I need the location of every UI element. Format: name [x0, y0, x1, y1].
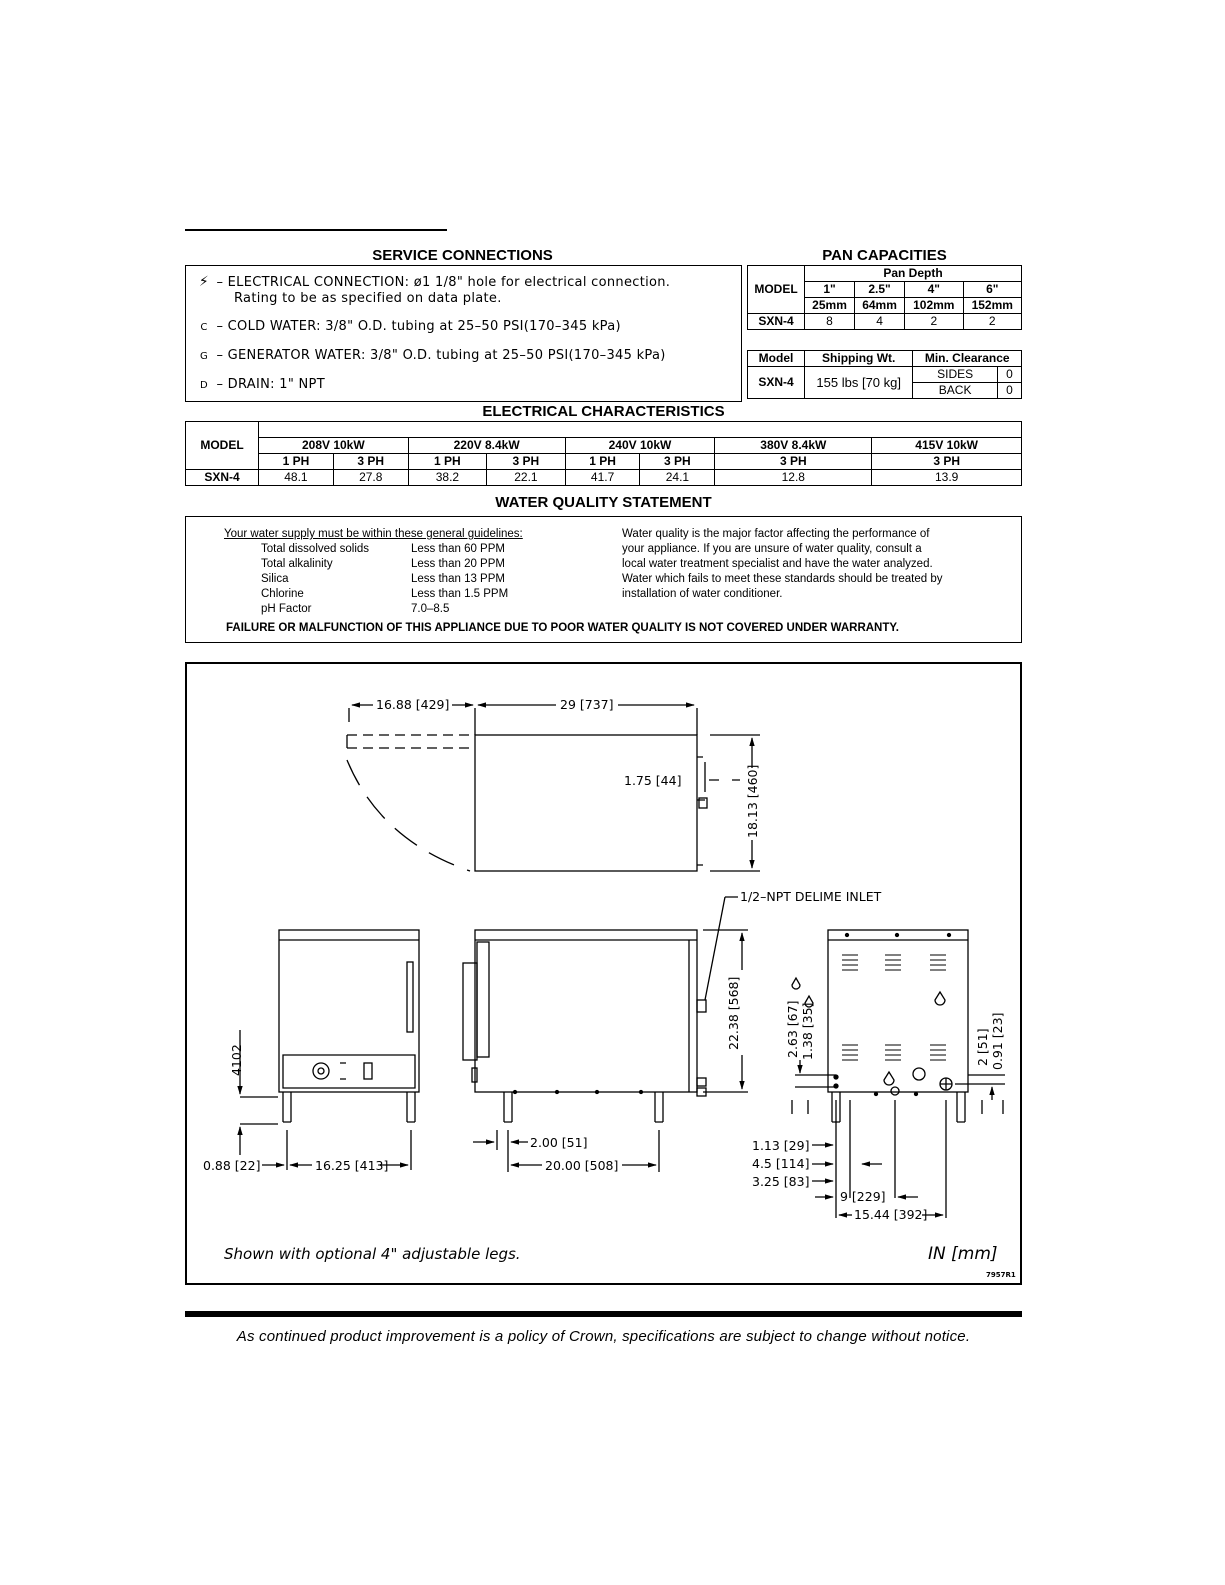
ship-clearance-header: Min. Clearance: [913, 351, 1022, 367]
elec-phase: 3 PH: [640, 454, 715, 470]
elec-voltage: 240V 10kW: [565, 438, 715, 454]
ship-sides-label: SIDES: [913, 367, 997, 383]
wq-statement-line: Water which fails to meet these standards should be treated by: [622, 573, 943, 585]
dim-leg-clear: 0.88 [22]: [203, 1158, 261, 1173]
pan-depth-in: 6": [963, 282, 1021, 298]
pan-value: 2: [905, 314, 963, 330]
elec-voltage: 208V 10kW: [259, 438, 409, 454]
pan-value: 8: [805, 314, 855, 330]
dim-side-offset: 2.00 [51]: [530, 1135, 588, 1150]
pan-capacities-title: PAN CAPACITIES: [822, 247, 947, 264]
elec-phase: 3 PH: [487, 454, 566, 470]
elec-value: 48.1: [259, 470, 334, 486]
elec-model-cell: SXN-4: [186, 470, 259, 486]
pan-depth-header: Pan Depth: [805, 266, 1022, 282]
elec-phase: 1 PH: [565, 454, 640, 470]
elec-phase: 3 PH: [333, 454, 408, 470]
dim-height-side: 22.38 [568]: [726, 976, 741, 1050]
ship-sides-value: 0: [997, 367, 1021, 383]
elec-phase: 1 PH: [259, 454, 334, 470]
pan-depth-mm: 102mm: [905, 298, 963, 314]
dim-r3: 3.25 [83]: [752, 1174, 810, 1189]
dim-r5: 15.44 [392]: [854, 1207, 928, 1222]
wq-statement-line: local water treatment specialist and have the water analyzed.: [622, 558, 933, 570]
footer-note: As continued product improvement is a policy of Crown, specifications are subject to change without notice.: [236, 1328, 971, 1345]
dim-height-body: 18.13 [460]: [745, 764, 760, 838]
service-connections-title: SERVICE CONNECTIONS: [372, 247, 553, 264]
elec-value: 27.8: [333, 470, 408, 486]
electrical-icon: ⚡: [198, 274, 210, 290]
elec-value: 38.2: [408, 470, 486, 486]
ship-model-header: Model: [748, 351, 805, 367]
side-view: [463, 897, 748, 1172]
dim-depth: 29 [737]: [560, 697, 614, 712]
ship-weight-header: Shipping Wt.: [805, 351, 913, 367]
wq-label: Total alkalinity: [261, 558, 333, 570]
wq-label: Silica: [261, 573, 289, 585]
dim-leg-height: 4102: [229, 1044, 244, 1076]
drawing-units: IN [mm]: [928, 1244, 998, 1264]
elec-value: 24.1: [640, 470, 715, 486]
service-item-text: – ELECTRICAL CONNECTION: ø1 1/8" hole for electrical connection.: [216, 275, 671, 290]
pan-depth-mm: 64mm: [855, 298, 905, 314]
elec-voltage: 415V 10kW: [872, 438, 1022, 454]
dim-r1: 1.13 [29]: [752, 1138, 810, 1153]
dimension-labels: [203, 697, 1005, 1222]
pan-depth-mm: 25mm: [805, 298, 855, 314]
ship-weight-value: 155 lbs [70 kg]: [805, 367, 913, 399]
service-item-text: – COLD WATER: 3/8" O.D. tubing at 25–50 PSI(170–345 kPa): [216, 319, 621, 334]
drawing-number: 7957R1: [986, 1271, 1016, 1279]
elec-phase: 1 PH: [408, 454, 486, 470]
ship-model-cell: SXN-4: [748, 367, 805, 399]
service-item-text: – DRAIN: 1" NPT: [216, 377, 325, 392]
dim-r4: 9 [229]: [840, 1189, 886, 1204]
drain-icon: D: [199, 380, 208, 391]
wq-statement-line: your appliance. If you are unsure of water quality, consult a: [622, 543, 922, 555]
elec-model-header: MODEL: [186, 422, 259, 470]
wq-value: 7.0–8.5: [411, 603, 450, 615]
drawing-note: Shown with optional 4" adjustable legs.: [224, 1245, 521, 1263]
wq-guideline-heading: Your water supply must be within these general guidelines:: [224, 528, 523, 540]
electrical-title: ELECTRICAL CHARACTERISTICS: [482, 403, 725, 420]
dim-v1: 2.63 [67]: [785, 1000, 800, 1058]
pan-depth-in: 4": [905, 282, 963, 298]
pan-depth-in: 2.5": [855, 282, 905, 298]
elec-phase: 3 PH: [872, 454, 1022, 470]
wq-value: Less than 1.5 PPM: [411, 588, 509, 600]
ship-back-value: 0: [997, 383, 1021, 399]
elec-phase: 3 PH: [715, 454, 872, 470]
elec-value: 13.9: [872, 470, 1022, 486]
pan-value: 2: [963, 314, 1021, 330]
dim-v2: 1.38 [35]: [800, 1002, 815, 1060]
wq-value: Less than 13 PPM: [411, 573, 505, 585]
service-item-electrical-note: Rating to be as specified on data plate.: [234, 291, 502, 306]
dim-v3: 2 [51]: [975, 1028, 990, 1066]
pan-depth-in: 1": [805, 282, 855, 298]
drawing-notes: [224, 1244, 1016, 1279]
dim-delime: 1/2–NPT DELIME INLET: [740, 889, 882, 904]
top-view: [347, 705, 760, 871]
ship-back-label: BACK: [913, 383, 997, 399]
pan-value: 4: [855, 314, 905, 330]
wq-label: pH Factor: [261, 603, 312, 615]
dim-v4: 0.91 [23]: [990, 1012, 1005, 1070]
wq-value: Less than 60 PPM: [411, 543, 505, 555]
wq-statement-line: Water quality is the major factor affecting the performance of: [622, 528, 930, 540]
dim-r2: 4.5 [114]: [752, 1156, 810, 1171]
elec-voltage: 380V 8.4kW: [715, 438, 872, 454]
dim-front-width: 16.25 [413]: [315, 1158, 389, 1173]
water-quality-title: WATER QUALITY STATEMENT: [495, 494, 712, 511]
pan-model-cell: SXN-4: [748, 314, 805, 330]
elec-value: 22.1: [487, 470, 566, 486]
pan-depth-mm: 152mm: [963, 298, 1021, 314]
service-item-text: – GENERATOR WATER: 3/8" O.D. tubing at 25–50 PSI(170–345 kPa): [216, 348, 666, 363]
wq-label: Chlorine: [261, 588, 304, 600]
wq-statement-line: installation of water conditioner.: [622, 588, 783, 600]
front-view: [240, 930, 419, 1170]
generator-water-icon: G: [199, 351, 209, 362]
dim-leg-span: 20.00 [508]: [545, 1158, 619, 1173]
cold-water-icon: C: [200, 322, 208, 333]
wq-value: Less than 20 PPM: [411, 558, 505, 570]
pan-model-header: MODEL: [748, 266, 805, 314]
elec-value: 41.7: [565, 470, 640, 486]
elec-voltage: 220V 8.4kW: [408, 438, 565, 454]
rear-view: [792, 930, 1005, 1218]
dim-offset-top: 1.75 [44]: [624, 773, 682, 788]
footer-rule: [185, 1311, 1022, 1317]
wq-label: Total dissolved solids: [261, 543, 370, 555]
wq-warranty: FAILURE OR MALFUNCTION OF THIS APPLIANCE DUE TO POOR WATER QUALITY IS NOT COVERED UNDER WARRANTY.: [226, 622, 899, 634]
dim-door-swing: 16.88 [429]: [376, 697, 450, 712]
elec-value: 12.8: [715, 470, 872, 486]
